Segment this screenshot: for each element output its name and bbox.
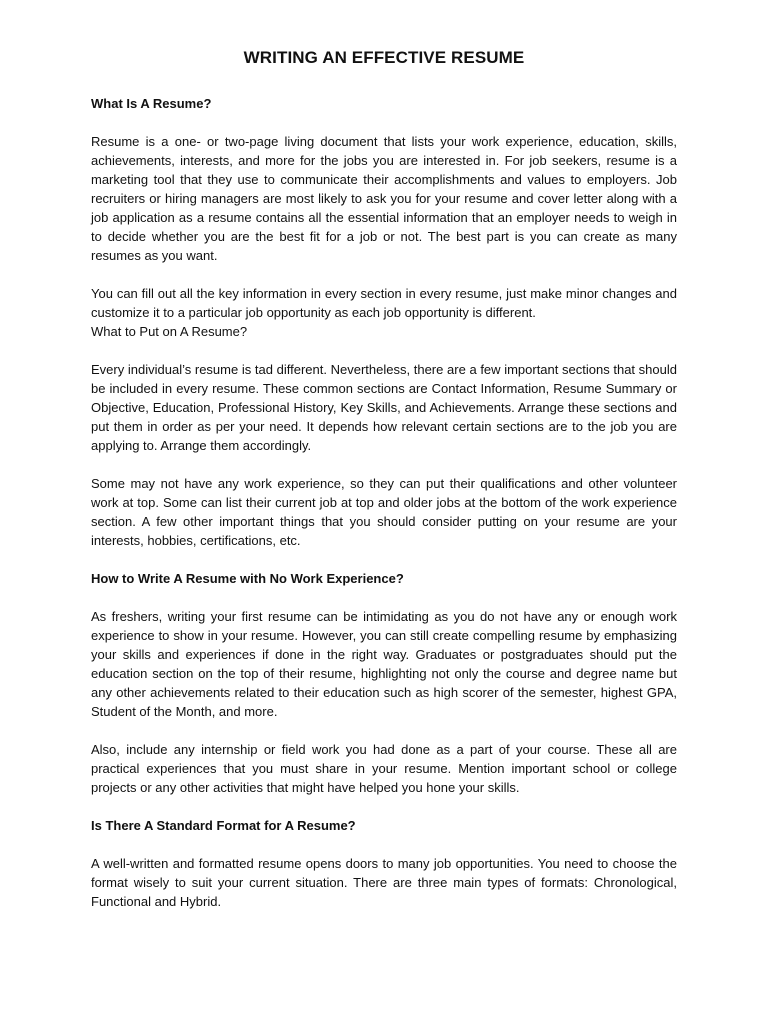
heading-no-work-experience: How to Write A Resume with No Work Experience?: [91, 571, 404, 586]
subheading-what-to-put: What to Put on A Resume?: [91, 324, 248, 339]
paragraph-customize-resume: [91, 284, 677, 341]
paragraph-formats: A well-written and formatted resume opens doors to many job opportunities. You need to choose the format wisely to suit your current situation. There are three main types of formats: Chronological, Functional and Hybrid.: [91, 856, 677, 909]
document-title: WRITING AN EFFECTIVE RESUME: [243, 48, 525, 67]
paragraph-freshers: As freshers, writing your first resume can be intimidating as you do not have any or enough work experience to show in your resume. However, you can still create compelling resume by emphasizing your skills and experiences if done in the right way. Graduates or postgraduates should put the education section on the top of their resume, highlighting not only the course and degree name but any other achievements related to their education such as high scorer of the semester, highest GPA, Student of the Month, and more.: [91, 609, 677, 719]
paragraph-internships: Also, include any internship or field work you had done as a part of your course. These all are practical experiences that you must share in your resume. Mention important school or college projects or any other activities that might have helped you hone your skills.: [91, 742, 677, 795]
heading-standard-format: Is There A Standard Format for A Resume?: [91, 818, 356, 833]
paragraph-resume-sections: Every individual’s resume is tad different. Nevertheless, there are a few important sections that should be included in every resume. These common sections are Contact Information, Resume Summary or Objective, Education, Professional History, Key Skills, and Achievements. Arrange these sections and put them in order as per your need. It depends how relevant certain sections are to the job you are applying to. Arrange them accordingly.: [91, 362, 677, 453]
paragraph-customize-text: You can fill out all the key information in every section in every resume, just make minor changes and customize it to a particular job opportunity as each job opportunity is different.: [91, 286, 677, 320]
paragraph-resume-definition: Resume is a one- or two-page living document that lists your work experience, education, skills, achievements, interests, and more for the jobs you are interested in. For job seekers, resume is a marketing tool that they use to communicate their accomplishments and values to employers. Job recruiters or hiring managers are most likely to ask you for your resume and cover letter along with a job application as a resume contains all the essential information that an employer needs to weigh in to decide whether you are the best fit for a job or not. The best part is you can create as many resumes as you want.: [91, 134, 677, 263]
heading-what-is-a-resume: What Is A Resume?: [91, 96, 212, 111]
paragraph-work-experience: Some may not have any work experience, so they can put their qualifications and other volunteer work at top. Some can list their current job at top and older jobs at the bottom of the work experience section. A few other important things that you should consider putting on your resume are your interests, hobbies, certifications, etc.: [91, 476, 677, 548]
